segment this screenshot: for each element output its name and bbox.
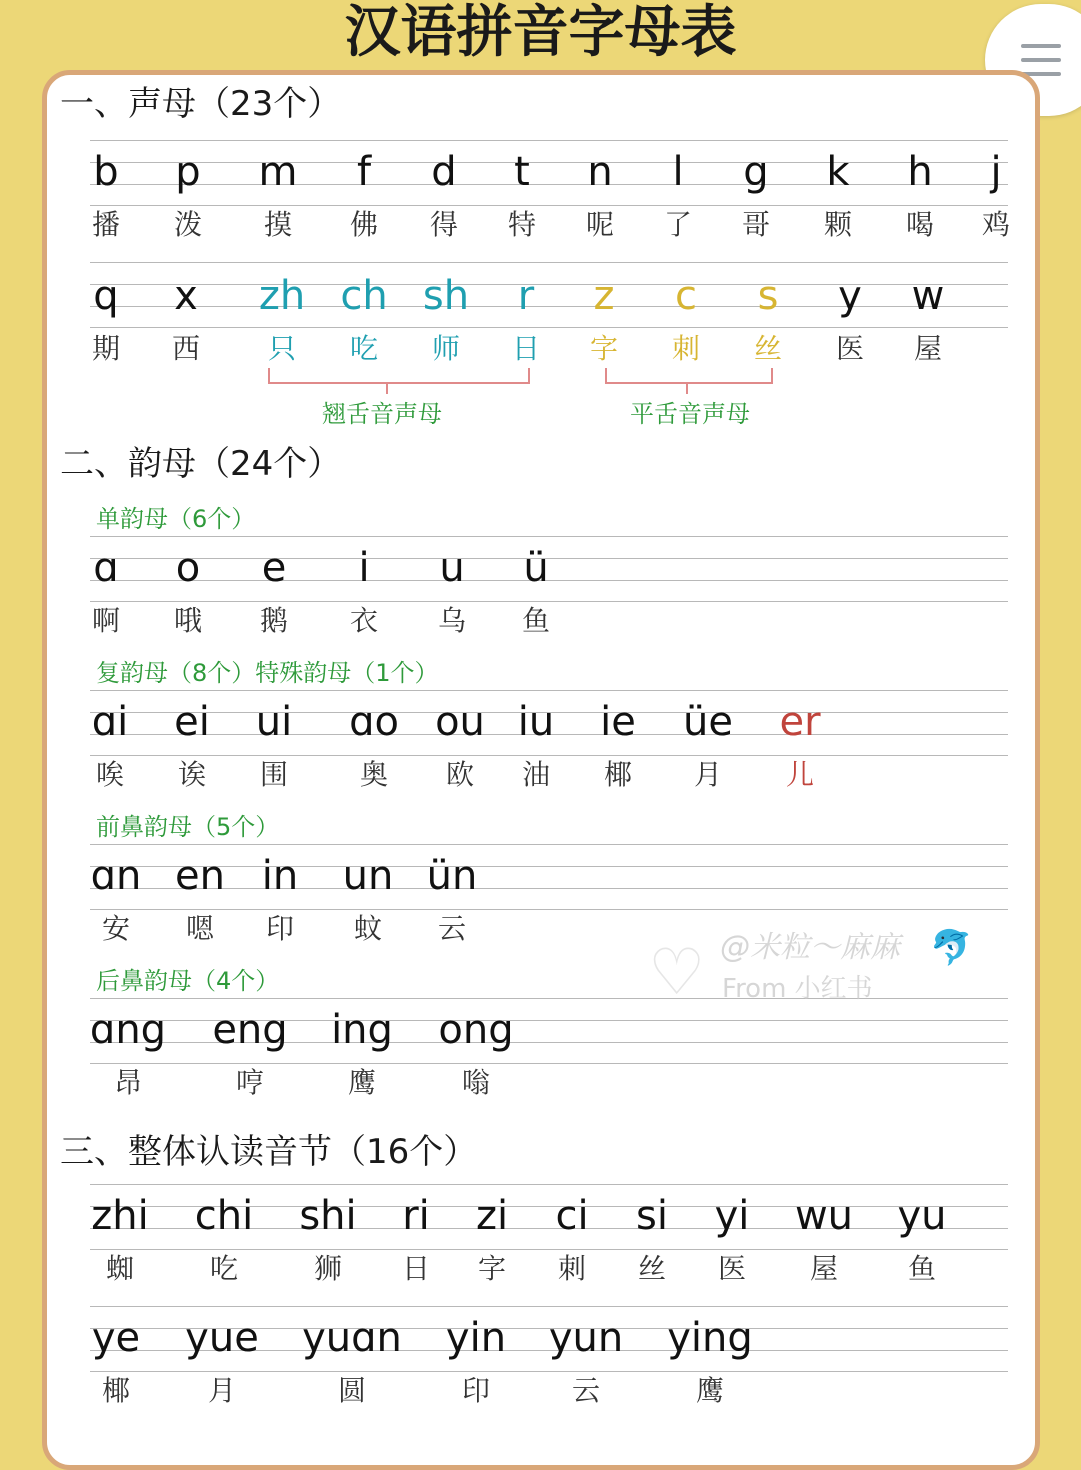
example-character: 月 (693, 758, 723, 791)
pinyin-letter: ɑ (93, 545, 119, 591)
pinyin-letter: e (261, 545, 287, 591)
page-title: 汉语拼音字母表 (344, 0, 737, 65)
ruled-lines (90, 536, 1008, 602)
pinyin-letter: chi (194, 1193, 254, 1239)
pinyin-letter: ɑi (91, 699, 129, 745)
ruled-lines (90, 844, 1008, 910)
pinyin-letter: m (258, 149, 298, 195)
section-initials-heading: 一、声母（23个） (60, 84, 342, 124)
example-character: 丝 (637, 1252, 667, 1285)
example-character: 医 (835, 332, 865, 365)
example-character: 唉 (95, 758, 125, 791)
example-character: 医 (717, 1252, 747, 1285)
example-character: 西 (171, 332, 201, 365)
example-character: 只 (267, 332, 297, 365)
example-character: 鹰 (695, 1374, 725, 1407)
example-character: 哥 (741, 208, 771, 241)
pinyin-letter: yun (548, 1315, 624, 1361)
example-character: 屋 (809, 1252, 839, 1285)
pinyin-letter: ui (255, 699, 293, 745)
example-character: 欧 (445, 758, 475, 791)
example-character: 乌 (437, 604, 467, 637)
pinyin-letter: h (907, 149, 933, 195)
example-character: 云 (571, 1374, 601, 1407)
pinyin-letter: q (93, 273, 119, 319)
example-character: 哦 (173, 604, 203, 637)
example-character: 日 (511, 332, 541, 365)
example-character: 蜘 (105, 1252, 135, 1285)
example-character: 喝 (905, 208, 935, 241)
example-character: 印 (461, 1374, 491, 1407)
pinyin-letter: en (175, 853, 225, 899)
pinyin-letter: ri (402, 1193, 430, 1239)
pinyin-letter: p (175, 149, 201, 195)
example-character: 日 (401, 1252, 431, 1285)
pinyin-letter: r (517, 273, 535, 319)
watermark-author: @米粒～麻麻 (720, 930, 900, 965)
pinyin-letter: sh (422, 273, 470, 319)
pinyin-letter: u (439, 545, 465, 591)
simple-finals-label: 单韵母（6个） (96, 505, 256, 533)
pinyin-letter: b (93, 149, 119, 195)
example-character: 鱼 (907, 1252, 937, 1285)
example-character: 佛 (349, 208, 379, 241)
bracket-tick (386, 382, 388, 394)
example-character: 奥 (359, 758, 389, 791)
pinyin-letter: k (826, 149, 850, 195)
pinyin-letter: d (431, 149, 457, 195)
pinyin-letter: ün (426, 853, 478, 899)
example-character: 吃 (349, 332, 379, 365)
example-character: 嗡 (461, 1066, 491, 1099)
pinyin-letter: yuɑn (302, 1315, 402, 1361)
example-character: 啊 (91, 604, 121, 637)
pinyin-letter: z (593, 273, 615, 319)
pinyin-letter: ei (174, 699, 210, 745)
pinyin-letter: o (175, 545, 201, 591)
flat-label: 平舌音声母 (630, 400, 750, 428)
pinyin-letter: g (743, 149, 769, 195)
pinyin-letter: t (514, 149, 530, 195)
pinyin-letter: shi (299, 1193, 357, 1239)
example-character: 圆 (337, 1374, 367, 1407)
pinyin-letter: x (174, 273, 198, 319)
bracket-tick (686, 382, 688, 394)
example-character: 刺 (557, 1252, 587, 1285)
pinyin-letter: ying (667, 1315, 753, 1361)
example-character: 安 (101, 912, 131, 945)
example-character: 特 (507, 208, 537, 241)
pinyin-letter: ch (340, 273, 388, 319)
example-character: 椰 (603, 758, 633, 791)
pinyin-letter: yu (897, 1193, 947, 1239)
example-character: 鹰 (347, 1066, 377, 1099)
example-character: 屋 (913, 332, 943, 365)
pinyin-letter: ong (438, 1007, 514, 1053)
example-character: 鹅 (259, 604, 289, 637)
example-character: 嗯 (185, 912, 215, 945)
ruled-lines (90, 140, 1008, 206)
example-character: 摸 (263, 208, 293, 241)
dolphin-icon: 🐬 (930, 928, 973, 968)
pinyin-letter: yi (714, 1193, 750, 1239)
pinyin-letter: un (342, 853, 394, 899)
pinyin-letter: ɑo (349, 699, 399, 745)
pinyin-letter: üe (683, 699, 733, 745)
example-character: 围 (259, 758, 289, 791)
example-character: 云 (437, 912, 467, 945)
pinyin-letter: si (636, 1193, 668, 1239)
example-character: 印 (265, 912, 295, 945)
pinyin-letter: f (356, 149, 372, 195)
pinyin-letter: ou (435, 699, 485, 745)
pinyin-letter: ɑng (89, 1007, 167, 1053)
section-finals-heading: 二、韵母（24个） (60, 444, 342, 484)
retroflex-bracket (268, 368, 530, 384)
pinyin-letter: ie (600, 699, 636, 745)
pinyin-letter: yue (185, 1315, 259, 1361)
pinyin-letter: y (838, 273, 862, 319)
pinyin-letter: w (911, 273, 945, 319)
heart-watermark-icon: ♡ (648, 936, 706, 1010)
pinyin-letter: j (990, 149, 1002, 195)
example-character: 月 (207, 1374, 237, 1407)
ruled-lines (90, 262, 1008, 328)
pinyin-letter: s (757, 273, 779, 319)
pinyin-letter: wu (794, 1193, 854, 1239)
pinyin-letter: i (358, 545, 370, 591)
pinyin-letter: yin (445, 1315, 507, 1361)
example-character: 丝 (753, 332, 783, 365)
example-character: 字 (477, 1252, 507, 1285)
example-character: 泼 (173, 208, 203, 241)
example-character: 播 (91, 208, 121, 241)
example-character: 刺 (671, 332, 701, 365)
example-character: 字 (589, 332, 619, 365)
example-character: 吃 (209, 1252, 239, 1285)
example-character: 哼 (235, 1066, 265, 1099)
pinyin-letter: n (587, 149, 613, 195)
pinyin-letter: c (675, 273, 697, 319)
example-character: 得 (429, 208, 459, 241)
pinyin-letter: ye (91, 1315, 141, 1361)
example-character: 椰 (101, 1374, 131, 1407)
example-character: 昂 (113, 1066, 143, 1099)
pinyin-letter: ing (331, 1007, 393, 1053)
retroflex-label: 翘舌音声母 (322, 400, 442, 428)
pinyin-letter: zhi (91, 1193, 149, 1239)
pinyin-letter: ɑn (90, 853, 142, 899)
pinyin-letter: zh (258, 273, 306, 319)
example-character: 油 (521, 758, 551, 791)
section-syllables-heading: 三、整体认读音节（16个） (60, 1132, 478, 1172)
pinyin-letter: er (779, 699, 821, 745)
example-character: 儿 (785, 758, 815, 791)
watermark-source: From 小红书 (722, 974, 873, 1004)
example-character: 期 (91, 332, 121, 365)
example-character: 师 (431, 332, 461, 365)
example-character: 鸡 (981, 208, 1011, 241)
example-character: 蚊 (353, 912, 383, 945)
front-nasal-finals-label: 前鼻韵母（5个） (96, 813, 280, 841)
pinyin-letter: ü (523, 545, 549, 591)
pinyin-letter: in (261, 853, 299, 899)
example-character: 狮 (313, 1252, 343, 1285)
example-character: 颗 (823, 208, 853, 241)
example-character: 了 (663, 208, 693, 241)
pinyin-letter: eng (212, 1007, 288, 1053)
flat-bracket (605, 368, 773, 384)
example-character: 诶 (177, 758, 207, 791)
example-character: 呢 (585, 208, 615, 241)
pinyin-letter: zi (475, 1193, 509, 1239)
pinyin-letter: ci (555, 1193, 589, 1239)
example-character: 衣 (349, 604, 379, 637)
pinyin-letter: l (672, 149, 684, 195)
pinyin-letter: iu (517, 699, 555, 745)
example-character: 鱼 (521, 604, 551, 637)
back-nasal-finals-label: 后鼻韵母（4个） (96, 967, 280, 995)
compound-finals-label: 复韵母（8个）特殊韵母（1个） (96, 659, 439, 687)
